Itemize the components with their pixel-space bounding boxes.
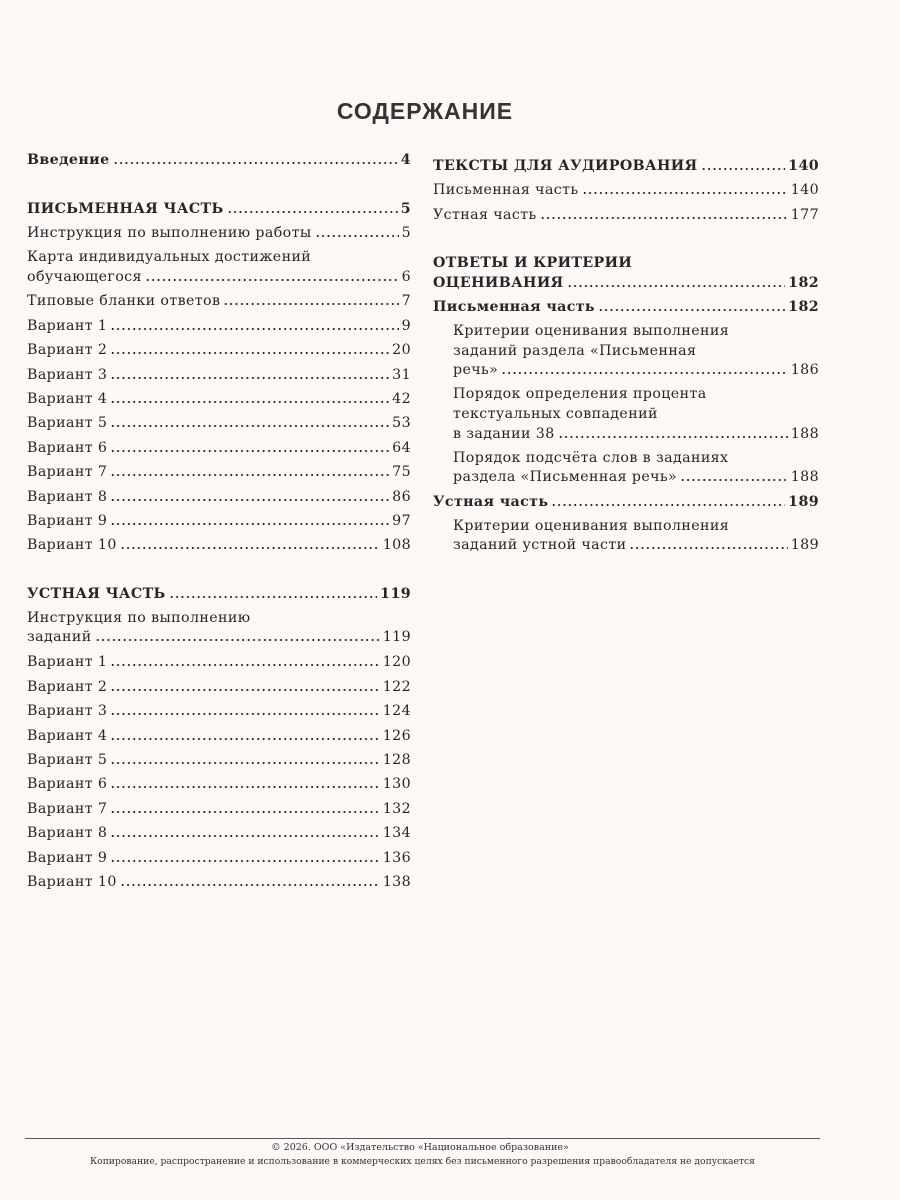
toc-entry xyxy=(27,846,411,870)
toc-entry xyxy=(27,387,411,411)
dot-leader xyxy=(680,479,788,481)
toc-left-column xyxy=(27,148,411,894)
toc-entry-text: ОТВЕТЫ И КРИТЕРИИ xyxy=(433,254,633,271)
toc-entry-text: Вариант 10 xyxy=(27,873,117,890)
toc-entry xyxy=(27,699,411,723)
toc-page-number: 136 xyxy=(382,849,411,866)
toc-entry-text: Устная часть xyxy=(433,494,549,511)
toc-page-number: 177 xyxy=(790,206,819,223)
toc-entry-text: Инструкция по выполнению xyxy=(27,609,251,626)
dot-leader xyxy=(120,884,380,886)
toc-entry xyxy=(27,821,411,845)
toc-page-number: 188 xyxy=(790,425,819,442)
dot-leader xyxy=(110,377,389,379)
dot-leader xyxy=(145,279,399,281)
dot-leader xyxy=(110,352,389,354)
toc-page-number: 120 xyxy=(382,654,411,671)
toc-entry xyxy=(433,252,819,296)
toc-entry-text: Вариант 3 xyxy=(27,703,108,720)
toc-page-number: 119 xyxy=(382,629,411,646)
toc-page-number: 140 xyxy=(790,182,819,199)
toc-entry xyxy=(27,533,411,557)
toc-entry-text: Критерии оценивания выполнения xyxy=(453,322,730,339)
toc-entry-text: Вариант 6 xyxy=(27,776,108,793)
toc-entry-text: Вариант 3 xyxy=(27,366,108,383)
toc-page-number: 189 xyxy=(788,494,819,511)
toc-entry-text: Карта индивидуальных достижений xyxy=(27,248,312,265)
toc-entry-text: заданий устной части xyxy=(453,537,627,554)
toc-page-number: 140 xyxy=(788,158,819,174)
toc-entry-text: ТЕКСТЫ ДЛЯ АУДИРОВАНИЯ xyxy=(433,158,698,174)
toc-entry-text: Вариант 2 xyxy=(27,678,108,695)
toc-entry-text: Вариант 7 xyxy=(27,464,108,481)
copyright-text: © 2026. ООО «Издательство «Национальное образование» xyxy=(271,1142,569,1153)
dot-leader xyxy=(110,425,389,427)
toc-entry-text: Порядок подсчёта слов в заданиях xyxy=(453,449,729,466)
toc-entry xyxy=(27,411,411,435)
legal-notice: Копирование, распространение и использование в коммерческих целях без письменного разрешения правообладателя не допускается xyxy=(90,1156,755,1167)
footer-divider xyxy=(25,1138,820,1139)
toc-page-number: 53 xyxy=(392,415,411,432)
page-title: СОДЕРЖАНИЕ xyxy=(336,98,514,124)
toc-entry xyxy=(433,490,819,514)
toc-page-number: 126 xyxy=(382,727,411,744)
dot-leader xyxy=(95,639,380,641)
toc-page-number: 189 xyxy=(790,537,819,554)
dot-leader xyxy=(169,596,378,598)
toc-entry-text: Вариант 5 xyxy=(27,415,108,432)
toc-entry-text: Типовые бланки ответов xyxy=(27,293,221,310)
toc-entry-text: Вариант 8 xyxy=(27,488,108,505)
toc-entry-text: УСТНАЯ ЧАСТЬ xyxy=(27,586,166,603)
toc-page-number: 132 xyxy=(382,800,411,817)
toc-entry xyxy=(27,314,411,338)
toc-right-column xyxy=(433,154,819,558)
toc-entry xyxy=(27,197,411,221)
toc-entry-text: текстуальных совпадений xyxy=(453,405,658,422)
dot-leader xyxy=(110,713,379,715)
dot-leader xyxy=(598,309,785,311)
toc-entry xyxy=(433,154,819,178)
toc-page-number: 31 xyxy=(392,366,411,383)
toc-page-number: 20 xyxy=(392,342,411,359)
dot-leader xyxy=(110,499,389,501)
dot-leader xyxy=(110,738,379,740)
toc-entry-text: Критерии оценивания выполнения xyxy=(453,517,730,534)
toc-entry-text: Вариант 1 xyxy=(27,317,108,334)
toc-entry xyxy=(27,675,411,699)
toc-page-number: 134 xyxy=(382,825,411,842)
dot-leader xyxy=(223,303,398,305)
dot-leader xyxy=(629,547,787,549)
toc-entry-text: Вариант 5 xyxy=(27,751,108,768)
toc-page-number: 6 xyxy=(401,268,411,285)
toc-page-number: 4 xyxy=(400,152,411,168)
dot-leader xyxy=(110,811,379,813)
dot-leader xyxy=(315,235,399,237)
toc-entry-text: Вариант 10 xyxy=(27,537,117,554)
toc-entry-text: раздела «Письменная речь» xyxy=(453,469,678,486)
toc-page-number: 86 xyxy=(392,488,411,505)
toc-entry xyxy=(433,515,819,559)
toc-entry xyxy=(27,338,411,362)
toc-page-number: 182 xyxy=(788,274,819,291)
toc-page-number: 9 xyxy=(401,317,411,334)
toc-entry xyxy=(27,509,411,533)
toc-entry-text: Вариант 9 xyxy=(27,849,108,866)
toc-entry xyxy=(27,772,411,796)
toc-entry xyxy=(27,724,411,748)
toc-entry-text: речь» xyxy=(453,362,499,379)
toc-entry-text: ПИСЬМЕННАЯ ЧАСТЬ xyxy=(27,200,224,217)
toc-page-number: 5 xyxy=(401,225,411,242)
dot-leader xyxy=(113,162,398,164)
toc-entry-text: Устная часть xyxy=(433,206,537,223)
toc-page-number: 119 xyxy=(380,586,411,603)
toc-entry xyxy=(27,289,411,313)
dot-leader xyxy=(110,860,379,862)
toc-page-number: 124 xyxy=(382,703,411,720)
toc-entry-text: Инструкция по выполнению работы xyxy=(27,225,312,242)
dot-leader xyxy=(701,168,786,170)
toc-entry-text: заданий xyxy=(27,629,92,646)
dot-leader xyxy=(110,328,398,330)
dot-leader xyxy=(110,835,379,837)
toc-page-number: 188 xyxy=(790,469,819,486)
toc-page-number: 42 xyxy=(392,390,411,407)
toc-page-number: 75 xyxy=(392,464,411,481)
toc-entry-text: Вариант 4 xyxy=(27,727,108,744)
toc-entry xyxy=(27,607,411,651)
dot-leader xyxy=(110,689,379,691)
toc-entry xyxy=(27,221,411,245)
toc-entry xyxy=(433,383,819,446)
toc-entry xyxy=(433,295,819,319)
toc-page-number: 97 xyxy=(392,512,411,529)
toc-entry xyxy=(27,748,411,772)
toc-entry xyxy=(27,582,411,606)
toc-page-number: 7 xyxy=(401,293,411,310)
toc-page-number: 138 xyxy=(382,873,411,890)
dot-leader xyxy=(110,450,389,452)
dot-leader xyxy=(110,664,379,666)
toc-entry-text: Письменная часть xyxy=(433,299,595,316)
toc-entry xyxy=(27,363,411,387)
toc-entry-text: Письменная часть xyxy=(433,182,579,199)
toc-page-number: 122 xyxy=(382,678,411,695)
toc-entry xyxy=(27,460,411,484)
toc-entry-text: обучающегося xyxy=(27,268,142,285)
toc-entry-text: Введение xyxy=(27,152,110,168)
dot-leader xyxy=(110,762,379,764)
toc-entry-text: Вариант 7 xyxy=(27,800,108,817)
toc-entry-text: заданий раздела «Письменная xyxy=(453,342,697,359)
dot-leader xyxy=(120,547,380,549)
toc-entry-text: Вариант 9 xyxy=(27,512,108,529)
toc-page-number: 186 xyxy=(790,362,819,379)
toc-entry xyxy=(27,148,411,172)
toc-page-number: 130 xyxy=(382,776,411,793)
dot-leader xyxy=(558,436,788,438)
dot-leader xyxy=(227,211,398,213)
toc-entry xyxy=(27,650,411,674)
toc-entry-text: Вариант 1 xyxy=(27,654,108,671)
toc-page-number: 128 xyxy=(382,751,411,768)
toc-entry-text: Вариант 6 xyxy=(27,439,108,456)
toc-entry-text: Порядок определения процента xyxy=(453,386,707,403)
toc-entry xyxy=(433,447,819,491)
dot-leader xyxy=(110,523,389,525)
toc-page-number: 64 xyxy=(392,439,411,456)
toc-entry xyxy=(27,870,411,894)
toc-entry-text: ОЦЕНИВАНИЯ xyxy=(433,274,564,291)
dot-leader xyxy=(540,217,788,219)
toc-entry xyxy=(433,178,819,202)
toc-page-number: 108 xyxy=(382,537,411,554)
dot-leader xyxy=(582,192,788,194)
toc-page-number: 182 xyxy=(788,299,819,316)
toc-entry-text: Вариант 4 xyxy=(27,390,108,407)
dot-leader xyxy=(110,474,389,476)
toc-entry xyxy=(27,246,411,290)
dot-leader xyxy=(551,504,785,506)
toc-entry xyxy=(27,485,411,509)
toc-entry xyxy=(433,203,819,227)
toc-entry xyxy=(27,436,411,460)
dot-leader xyxy=(567,285,786,287)
toc-entry-text: Вариант 8 xyxy=(27,825,108,842)
dot-leader xyxy=(110,786,379,788)
toc-entry-text: в задании 38 xyxy=(453,425,555,442)
toc-page-number: 5 xyxy=(400,200,411,217)
toc-entry-text: Вариант 2 xyxy=(27,342,108,359)
dot-leader xyxy=(501,372,787,374)
toc-entry xyxy=(433,320,819,383)
dot-leader xyxy=(110,401,389,403)
toc-entry xyxy=(27,797,411,821)
